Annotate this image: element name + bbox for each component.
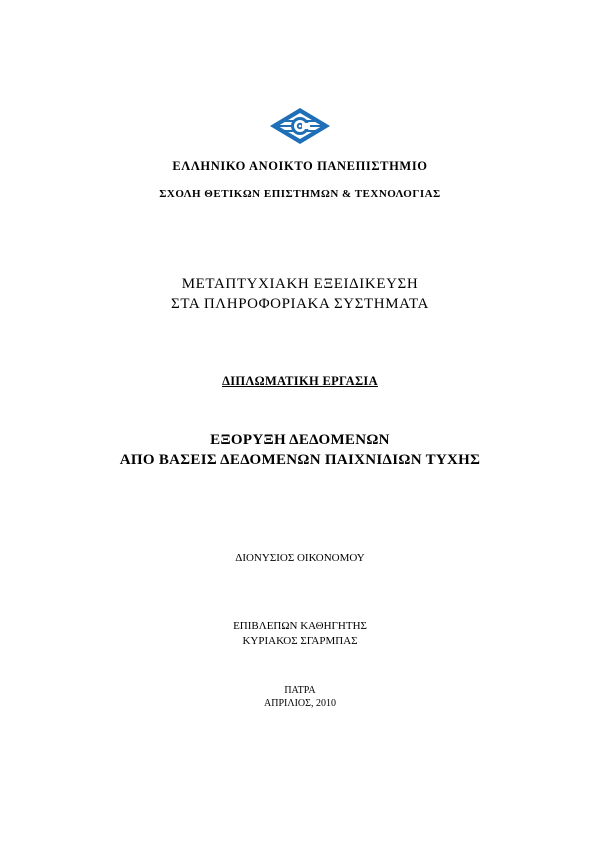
- thesis-title-line-1: ΕΞΟΡΥΞΗ ΔΕΔΟΜΕΝΩΝ: [210, 432, 390, 448]
- document-type-heading: ΔΙΠΛΩΜΑΤΙΚΗ ΕΡΓΑΣΙΑ: [222, 374, 378, 388]
- school-name: ΣΧΟΛΗ ΘΕΤΙΚΩΝ ΕΠΙΣΤΗΜΩΝ & ΤΕΧΝΟΛΟΓΙΑΣ: [159, 188, 441, 200]
- university-logo-icon: [268, 106, 332, 146]
- city: ΠΑΤΡΑ: [284, 685, 316, 696]
- author-name: ΔΙΟΝΥΣΙΟΣ ΟΙΚΟΝΟΜΟΥ: [235, 552, 365, 564]
- program-line-1: ΜΕΤΑΠΤΥΧΙΑΚΗ ΕΞΕΙΔΙΚΕΥΣΗ: [181, 276, 419, 292]
- program-line-2: ΣΤΑ ΠΛΗΡΟΦΟΡΙΑΚΑ ΣΥΣΤΗΜΑΤΑ: [171, 296, 429, 312]
- university-name: ΕΛΛΗΝΙΚΟ ΑΝΟΙΚΤΟ ΠΑΝΕΠΙΣΤΗΜΙΟ: [172, 159, 428, 173]
- supervisor-name: ΚΥΡΙΑΚΟΣ ΣΓΑΡΜΠΑΣ: [242, 635, 358, 647]
- supervisor-label: ΕΠΙΒΛΕΠΩΝ ΚΑΘΗΓΗΤΗΣ: [233, 620, 367, 632]
- date: ΑΠΡΙΛΙΟΣ, 2010: [264, 698, 336, 709]
- thesis-title-line-2: ΑΠΟ ΒΑΣΕΙΣ ΔΕΔΟΜΕΝΩΝ ΠΑΙΧΝΙΔΙΩΝ ΤΥΧΗΣ: [119, 452, 481, 468]
